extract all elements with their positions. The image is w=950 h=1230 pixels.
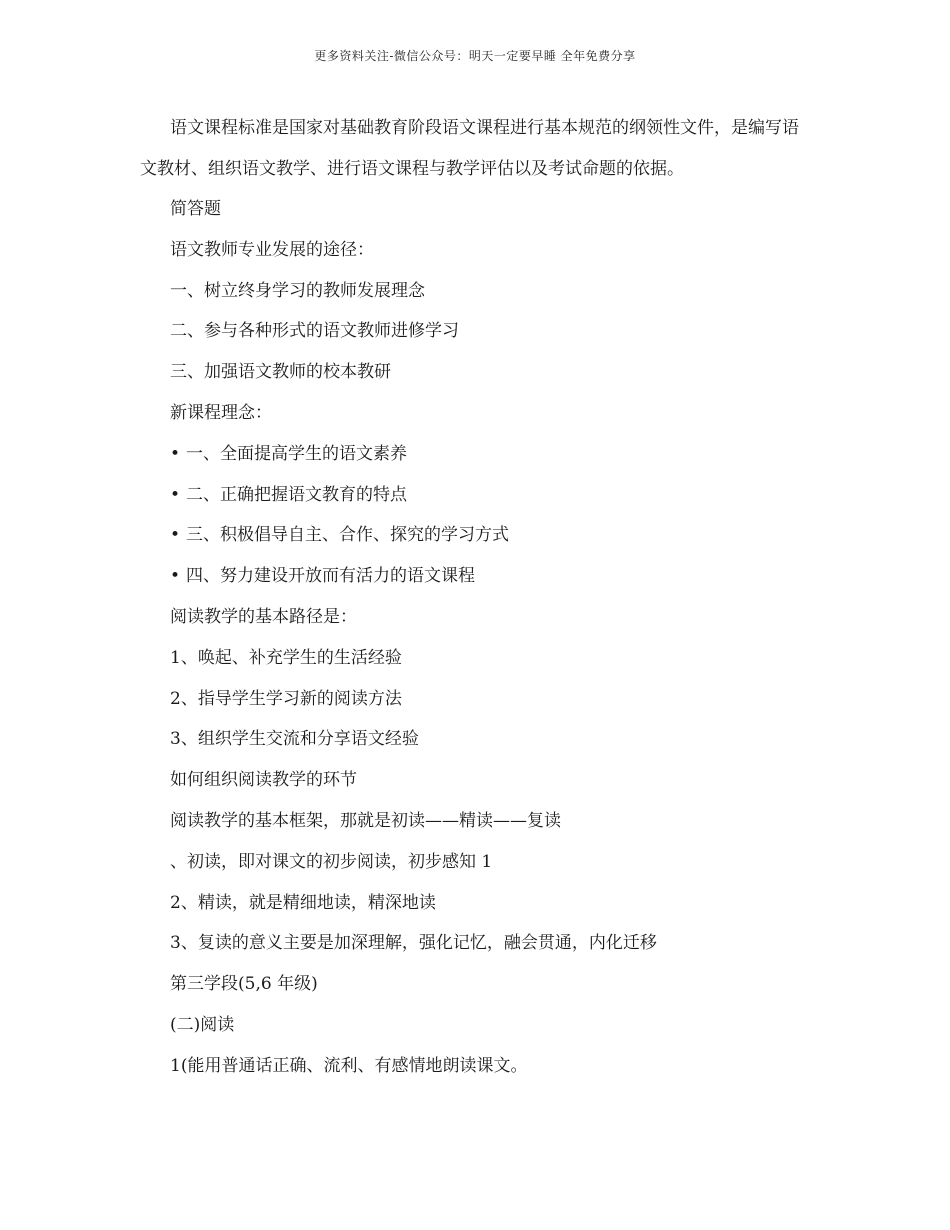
bullet-icon: • [170,443,181,464]
text-line: 二、参与各种形式的语文教师进修学习 [170,321,459,342]
text-line: 第三学段(5,6 年级) [170,974,318,995]
text-line: 2、指导学生学习新的阅读方法 [170,688,402,709]
bullet-text: 三、积极倡导自主、合作、探究的学习方式 [186,525,509,546]
text-line: 2、精读，就是精细地读，精深地读 [170,892,436,913]
text-line: 语文教师专业发展的途径： [170,239,374,260]
bullet-text: 一、全面提高学生的语文素养 [186,443,407,464]
bullet-item [140,556,810,597]
bullet-text: 四、努力建设开放而有活力的语文课程 [186,566,475,587]
bullet-icon: • [170,525,181,546]
text-line: 阅读教学的基本路径是： [170,606,357,627]
text-line: 、初读，即对课文的初步阅读，初步感知 1 [170,851,493,872]
bullet-icon: • [170,566,181,587]
document-body [140,108,810,1087]
text-line: 1、唤起、补充学生的生活经验 [170,647,402,668]
text-line: 一、树立终身学习的教师发展理念 [170,280,425,301]
bullet-text: 二、正确把握语文教育的特点 [186,484,407,505]
text-line: 新课程理念： [170,402,272,423]
text-line: (二)阅读 [170,1014,235,1035]
text-line: 1(能用普通话正确、流利、有感情地朗读课文。 [170,1055,528,1076]
section-heading-short-answer: 简答题 [170,199,221,219]
text-line: 如何组织阅读教学的环节 [170,770,357,791]
text-line: 3、组织学生交流和分享语文经验 [170,729,419,750]
text-line: 3、复读的意义主要是加深理解，强化记忆，融会贯通，内化迁移 [170,933,657,954]
text-line: 三、加强语文教师的校本教研 [170,362,391,383]
page-header: 更多资料关注-微信公众号：明天一定要早睡 全年免费分享 [314,49,636,63]
bullet-item [140,515,810,556]
text-line: 阅读教学的基本框架，那就是初读——精读——复读 [170,810,561,831]
bullet-item [140,475,810,516]
intro-paragraph: 语文课程标准是国家对基础教育阶段语文课程进行基本规范的纲领性文件，是编写语文教材、组织语文教学、进行语文课程与教学评估以及考试命题的依据。 [140,118,799,179]
bullet-item [140,434,810,475]
bullet-icon: • [170,484,181,505]
